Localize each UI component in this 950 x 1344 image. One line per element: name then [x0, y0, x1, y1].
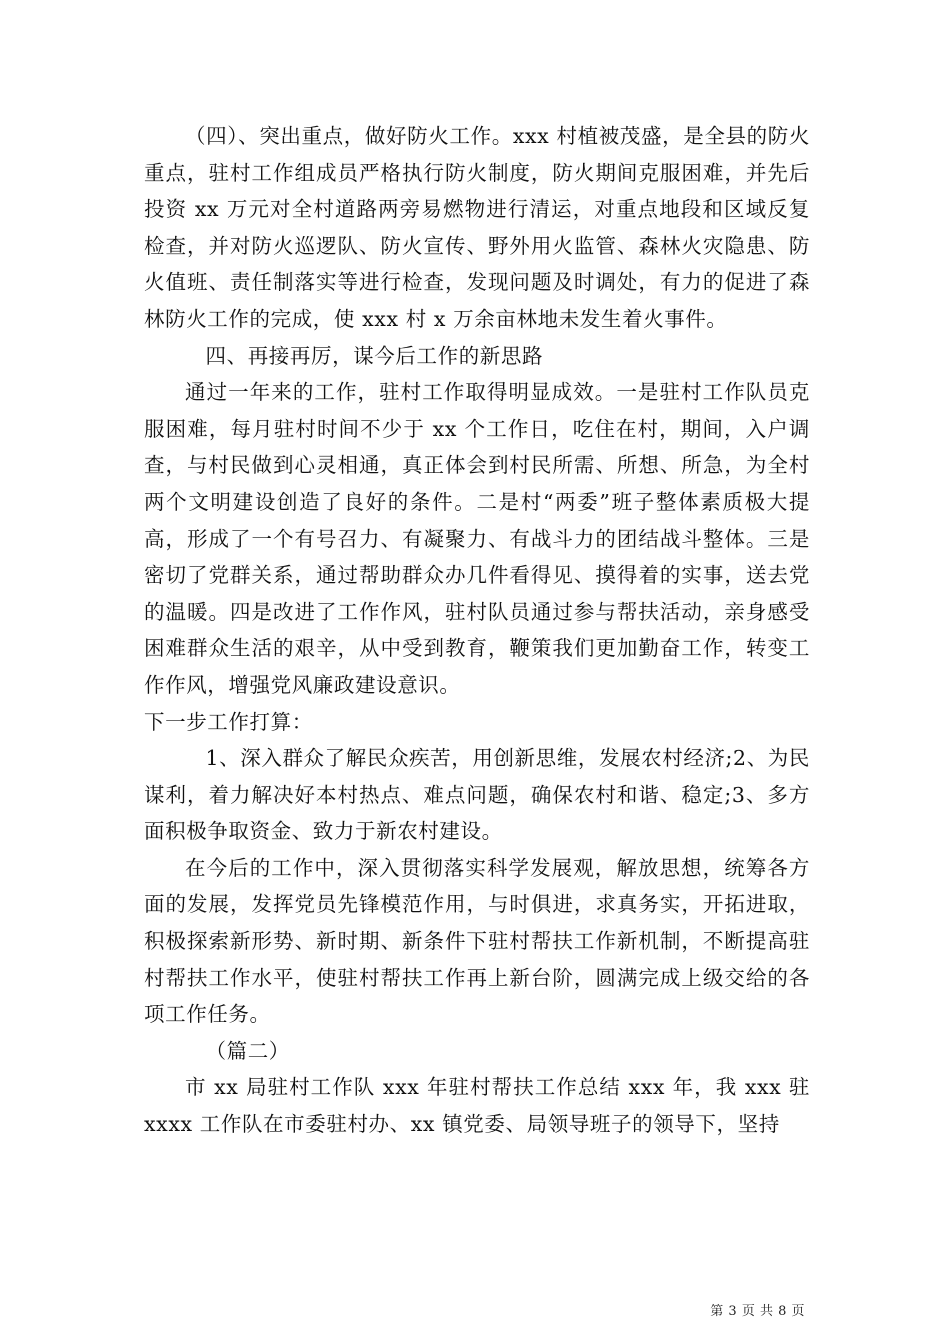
document-body: [144, 118, 818, 1143]
section-heading-new-ideas: 四、再接再厉，谋今后工作的新思路: [205, 343, 544, 368]
paragraph-part-two-intro: 市 xx 局驻村工作队 xxx 年驻村帮扶工作总结 xxx 年，我 xxx 驻 xxxx 工作队在市委驻村办、xx 镇党委、局领导班子的领导下，坚持: [144, 1075, 818, 1137]
paragraph-fire-prevention: （四）、突出重点，做好防火工作。xxx 村植被茂盛，是全县的防火重点，驻村工作组成员严格执行防火制度，防火期间克服困难，并先后投资 xx 万元对全村道路两旁易燃物进行清运，对重点地段和区域反复检查，并对防火巡逻队、防火宣传、野外用火监管、森林火灾隐患、防火值班、责任制落实等进行检查，发现问题及时调处，有力的促进了森林防火工作的完成，使 xxx 村 x 万余亩林地未发生着火事件。: [144, 124, 810, 331]
paragraph-next-steps-list: 1、深入群众了解民众疾苦，用创新思维，发展农村经济;2、为民谋利，着力解决好本村热点、难点问题，确保农村和谐、稳定;3、多方面积极争取资金、致力于新农村建设。: [144, 746, 810, 844]
paragraph-next-steps-label: 下一步工作打算：: [144, 709, 313, 734]
paragraph-achievements: 通过一年来的工作，驻村工作取得明显成效。一是驻村工作队员克服困难，每月驻村时间不少于 xx 个工作日，吃住在村，期间，入户调查，与村民做到心灵相通，真正体会到村民所需、所想、所急，为全村两个文明建设创造了良好的条件。二是村“两委”班子整体素质极大提高，形成了一个有号召力、有凝聚力、有战斗力的团结战斗整体。三是密切了党群关系，通过帮助群众办几件看得见、摸得着的实事，送去党的温暖。四是改进了工作作风，驻村队员通过参与帮扶活动，亲身感受困难群众生活的艰辛，从中受到教育，鞭策我们更加勤奋工作，转变工作作风，增强党风廉政建设意识。: [144, 380, 810, 697]
section-heading-part-two: （篇二）: [205, 1038, 290, 1063]
page-number-footer: 第 3 页 共 8 页: [710, 1304, 805, 1319]
paragraph-future-work: 在今后的工作中，深入贯彻落实科学发展观，解放思想，统筹各方面的发展，发挥党员先锋模范作用，与时俱进，求真务实，开拓进取，积极探索新形势、新时期、新条件下驻村帮扶工作新机制，不断提高驻村帮扶工作水平，使驻村帮扶工作再上新台阶，圆满完成上级交给的各项工作任务。: [144, 855, 810, 1027]
